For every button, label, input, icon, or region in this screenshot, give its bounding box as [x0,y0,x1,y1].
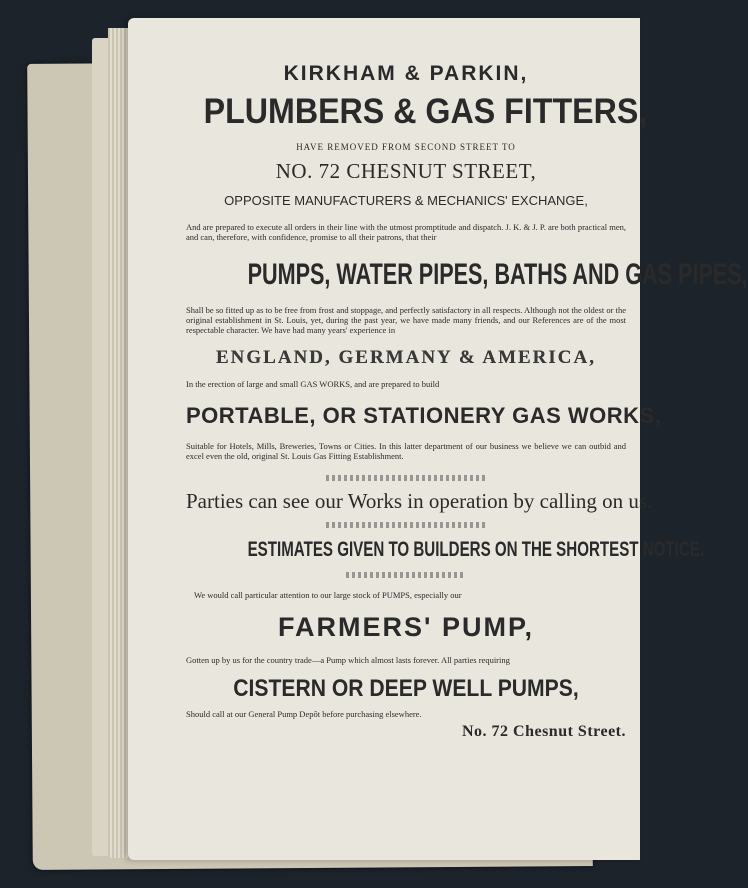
estimates-heading: ESTIMATES GIVEN TO BUILDERS ON THE SHORTEST NOTICE. [247,538,705,561]
wavy-rule-2 [326,522,486,528]
parties-line: Parties can see our Works in operation by calling on us. [186,489,653,513]
paragraph-7: Should call at our General Pump Depôt before purchasing elsewhere. [186,709,422,719]
gas-works-heading: PORTABLE, OR STATIONERY GAS WORKS, [186,403,662,428]
paragraph-6: Gotten up by us for the country trade—a Pump which almost lasts forever. All parties requiring [186,655,510,665]
cistern-heading: CISTERN OR DEEP WELL PUMPS, [233,675,579,702]
paragraph-5: We would call particular attention to our large stock of PUMPS, especially our [194,590,462,600]
paragraph-1: And are prepared to execute all orders in their line with the utmost promptitude and dispatch. J. K. & J. P. are both practical men, and can, therefore, with confidence, promise to all their patrons, that their [186,222,626,242]
paragraph-3: In the erection of large and small GAS WORKS, and are prepared to build [186,379,440,389]
paragraph-2: Shall be so fitted up as to be free from frost and stoppage, and perfectly satisfactory in all respects. Although not the oldest or the original establishment in St. Louis, yet, during the past year, we have made many friends, and our References are of the most respectable character. We have had many years' experience in [186,305,626,335]
paragraph-4: Suitable for Hotels, Mills, Breweries, Towns or Cities. In this latter department of our business we believe we can outbid and excel even the old, original St. Louis Gas Fitting Establishment. [186,441,626,461]
opposite-line: OPPOSITE MANUFACTURERS & MECHANICS' EXCHANGE, [224,193,588,208]
street-address: NO. 72 CHESNUT STREET, [275,159,537,183]
removed-notice: HAVE REMOVED FROM SECOND STREET TO [296,142,516,152]
footer-address: No. 72 Chesnut Street. [461,723,626,740]
pumps-heading: PUMPS, WATER PIPES, BATHS AND GAS PIPES, [247,258,748,291]
wavy-rule-3 [346,572,466,578]
trade-heading: PLUMBERS & GAS FITTERS, [203,92,648,131]
wavy-rule-1 [326,475,486,481]
countries-heading: ENGLAND, GERMANY & AMERICA, [216,347,596,368]
farmers-pump-heading: FARMERS' PUMP, [278,612,534,642]
advertisement-content [186,60,748,741]
firm-name: KIRKHAM & PARKIN, [283,62,529,85]
